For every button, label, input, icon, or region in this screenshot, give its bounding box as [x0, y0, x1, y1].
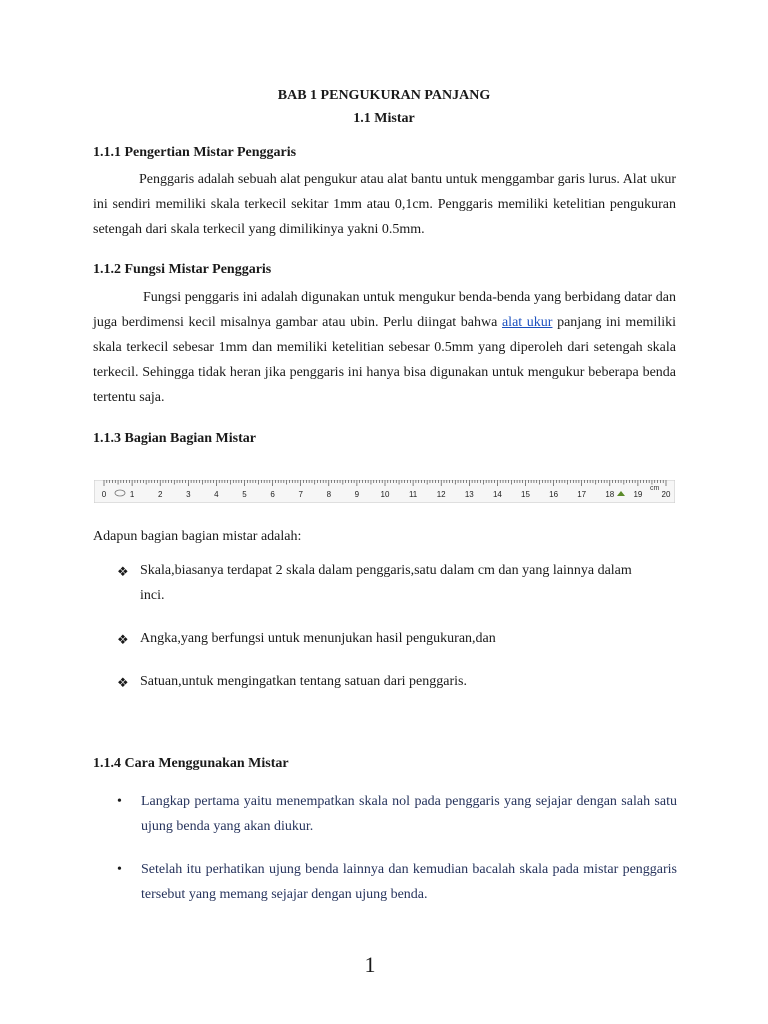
- list-item-text: Satuan,untuk mengingatkan tentang satuan dari penggaris.: [140, 674, 467, 689]
- list-item: [117, 626, 657, 651]
- list-item: [117, 789, 677, 839]
- ruler-number: 4: [214, 490, 219, 499]
- list-item: [117, 669, 657, 694]
- dot-bullet-icon: •: [117, 862, 122, 877]
- ruler-number: 19: [633, 490, 643, 499]
- heading-pengertian: 1.1.1 Pengertian Mistar Penggaris: [93, 145, 297, 160]
- ruler-number: 8: [326, 490, 332, 499]
- list-item-text: Angka,yang berfungsi untuk menunjukan hasil pengukuran,dan: [140, 631, 496, 646]
- heading-bagian: 1.1.3 Bagian Bagian Mistar: [93, 431, 256, 446]
- ruler-number: 7: [298, 490, 303, 499]
- paragraph-pengertian: [93, 167, 676, 242]
- page-number: 1: [364, 952, 376, 977]
- list-item: [117, 558, 657, 608]
- ruler-number: 3: [186, 490, 191, 499]
- list-item-text: Langkap pertama yaitu menempatkan skala nol pada penggaris yang sejajar dengan salah satu ujung benda yang akan diukur.: [141, 794, 677, 834]
- ruler-number: 2: [157, 490, 163, 499]
- ruler-number: 9: [354, 490, 360, 499]
- paragraph-fungsi-text-after: panjang ini memiliki skala terkecil sebesar 1mm dan memiliki ketelitian sebesar 0.5mm yang diperoleh dari setengah skala terkecil. Sehingga tidak heran jika penggaris ini hanya bisa digunakan untuk mengukur beberapa benda tertentu saja.: [93, 315, 676, 405]
- ruler-number: 15: [521, 490, 530, 499]
- ruler-number: 6: [270, 490, 275, 499]
- diamond-bullet-icon: ❖: [117, 632, 129, 647]
- alat-ukur-link[interactable]: alat ukur: [501, 315, 553, 330]
- heading-fungsi: 1.1.2 Fungsi Mistar Penggaris: [93, 262, 272, 277]
- list-item-text: Setelah itu perhatikan ujung benda lainnya dan kemudian bacalah skala pada mistar penggaris tersebut yang memang sejajar dengan ujung benda.: [141, 862, 677, 902]
- ruler-number: 0: [101, 490, 107, 499]
- ruler-number: 10: [380, 490, 390, 499]
- paragraph-pengertian-text: Penggaris adalah sebuah alat pengukur atau alat bantu untuk menggambar garis lurus. Alat ukur ini sendiri memiliki skala terkecil sekitar 1mm atau 0,1cm. Penggaris memiliki ketelitian pengukuran setengah dari skala terkecil yang dimilikinya yakni 0.5mm.: [93, 172, 676, 237]
- ruler-number: 11: [408, 490, 418, 499]
- ruler-number: 12: [436, 490, 446, 499]
- ruler-number: 16: [549, 490, 559, 499]
- ruler-number: 20: [661, 490, 671, 499]
- ruler-number: 17: [577, 490, 587, 499]
- ruler-unit-label: cm: [650, 485, 660, 492]
- ruler-number: 13: [464, 490, 474, 499]
- paragraph-fungsi-text-before: Fungsi penggaris ini adalah digunakan untuk mengukur benda-benda yang berbidang datar dan juga berdimensi kecil misalnya gambar atau ubin. Perlu diingat bahwa: [93, 290, 676, 330]
- diamond-bullet-icon: ❖: [117, 675, 129, 690]
- ruler-number: 14: [492, 490, 502, 499]
- list-item: [117, 857, 677, 907]
- list-item-text: Skala,biasanya terdapat 2 skala dalam penggaris,satu dalam cm dan yang lainnya dalam inci.: [140, 563, 632, 603]
- ruler-number: 18: [605, 490, 615, 499]
- heading-cara: 1.1.4 Cara Menggunakan Mistar: [93, 756, 289, 771]
- dot-bullet-icon: •: [117, 794, 122, 809]
- diamond-bullet-icon: ❖: [117, 564, 129, 579]
- ruler-number: 1: [129, 490, 135, 499]
- ruler-numbers: [102, 490, 671, 499]
- paragraph-fungsi: [93, 285, 676, 410]
- bagian-intro: Adapun bagian bagian mistar adalah:: [93, 529, 302, 544]
- chapter-title: BAB 1 PENGUKURAN PANJANG: [277, 88, 491, 103]
- ruler-image: [94, 480, 675, 503]
- ruler-number: 5: [242, 490, 247, 499]
- section-title: 1.1 Mistar: [353, 111, 415, 126]
- ruler-ticks: [104, 480, 666, 486]
